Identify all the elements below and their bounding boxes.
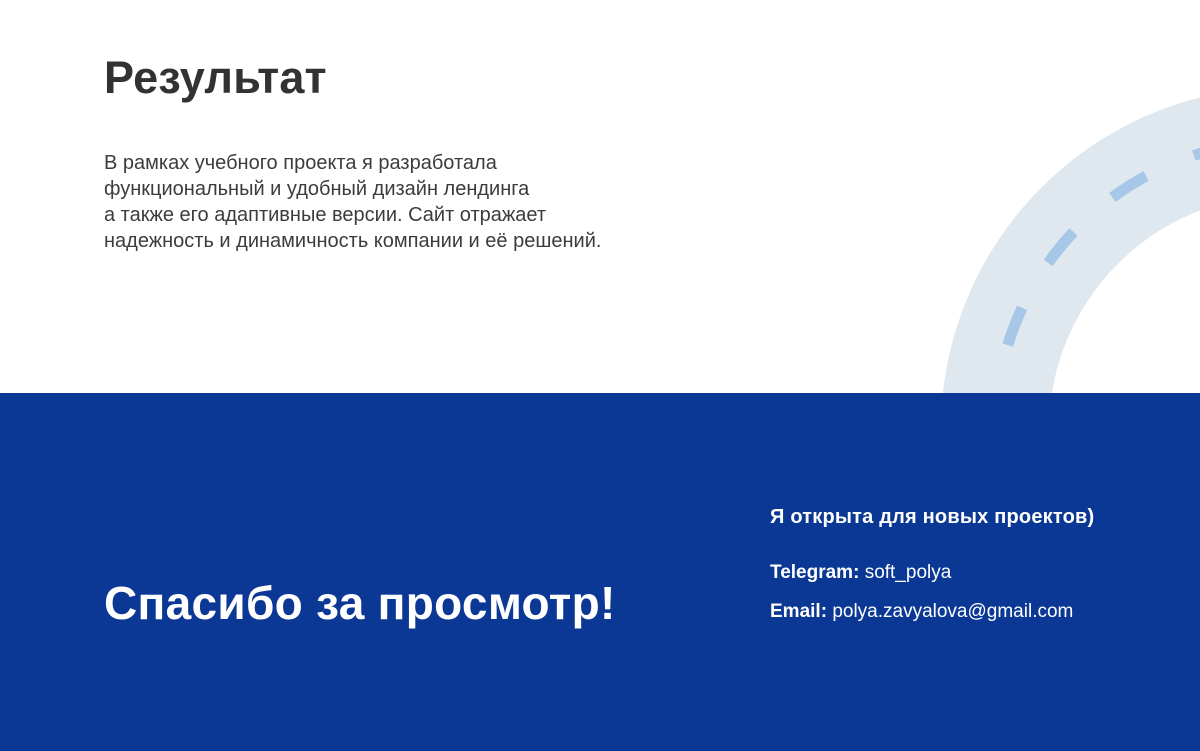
contact-block [770,503,1094,625]
result-paragraph-line: надежность и динамичность компании и её решений. [104,230,602,252]
road-ring-graphic [900,0,1200,393]
email-contact-line [770,599,1094,625]
result-paragraph [104,150,601,254]
result-title: Результат [104,52,327,103]
thanks-title: Спасибо за просмотр! [104,577,616,629]
result-paragraph-line: функциональный и удобный дизайн лендинга [104,178,530,200]
telegram-label: Telegram: [770,562,860,583]
telegram-contact-line [770,560,1094,586]
email-label: Email: [770,601,828,622]
footer-section [0,393,1200,751]
telegram-handle: soft_polya [864,562,952,583]
email-address: polya.zavyalova@gmail.com [832,601,1074,622]
road-ring [995,141,1200,393]
result-paragraph-line: В рамках учебного проекта я разработала [104,152,497,174]
open-for-projects-note: Я открыта для новых проектов) [770,506,1095,528]
result-paragraph-line: а также его адаптивные версии. Сайт отражает [104,204,547,226]
